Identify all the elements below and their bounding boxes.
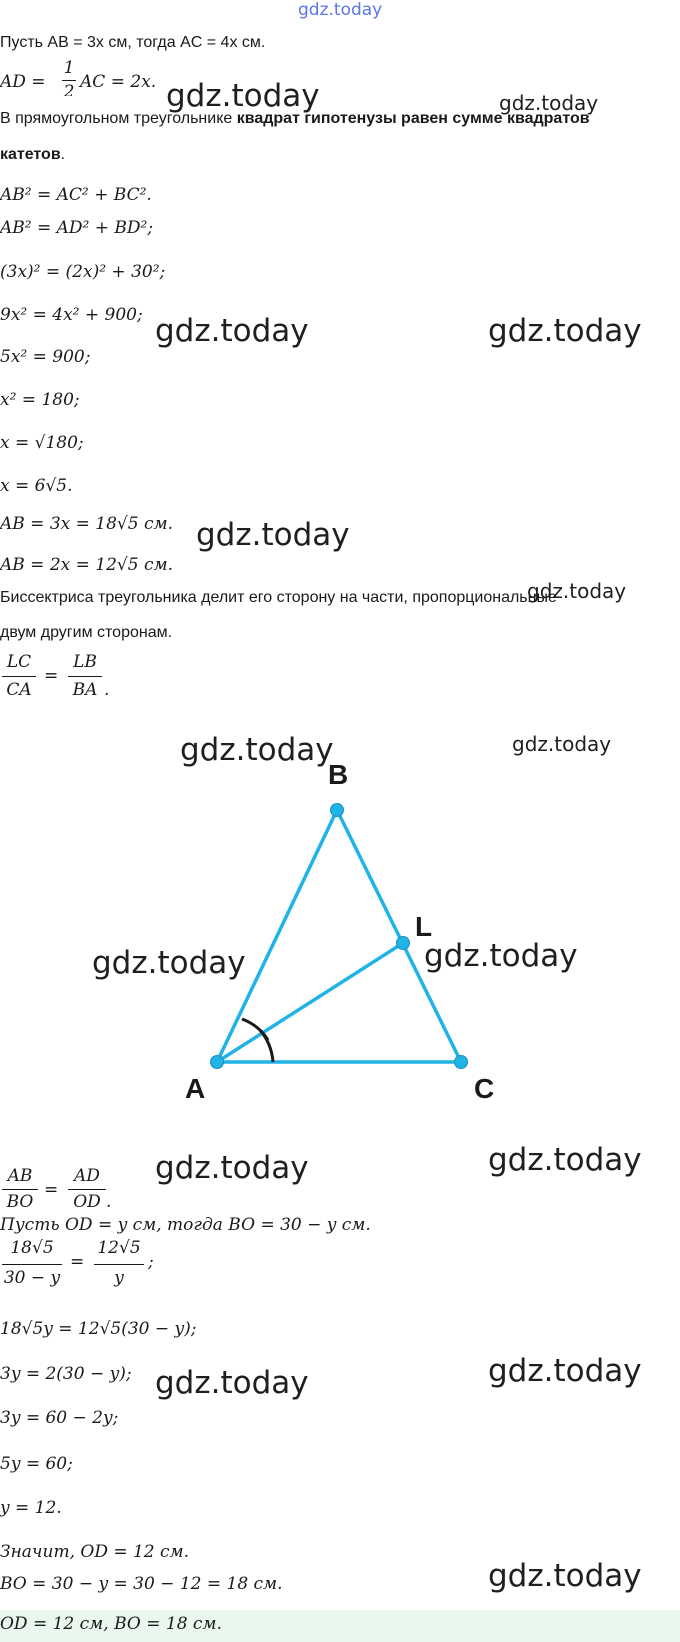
watermark-5: gdz.today: [196, 517, 350, 553]
watermark-14: gdz.today: [488, 1353, 642, 1389]
watermark-7: gdz.today: [180, 732, 334, 768]
eq3-bar-2: [94, 1264, 144, 1265]
line-1: [0, 34, 265, 52]
eq2-bar-1: [2, 1189, 38, 1190]
watermark-1: gdz.today: [166, 78, 320, 114]
line-18: 18√5y = 12√5(30 − y);: [0, 1319, 197, 1339]
line-20: 3y = 60 − 2y;: [0, 1408, 119, 1428]
line-4-bold: катетов: [0, 146, 61, 163]
line-13: AB = 3x = 18√5 см.: [0, 514, 173, 534]
label-b: B: [328, 759, 349, 790]
eq3-bar-1: [2, 1264, 62, 1265]
line-6: AB² = AD² + BD²;: [0, 218, 154, 238]
equation-ad-den: 2: [63, 82, 75, 96]
line-15: Биссектриса треугольника делит его сторону на части, пропорциональные: [0, 589, 557, 606]
equation-ad-left: AD =: [0, 72, 46, 92]
eq1-bar-1: [2, 676, 36, 677]
watermark-4: gdz.today: [488, 313, 642, 349]
watermark-15: gdz.today: [488, 1558, 642, 1594]
line-24: BO = 30 − y = 30 − 12 = 18 см.: [0, 1574, 283, 1594]
eq1-end: .: [104, 680, 110, 700]
line-1-text: Пусть AB = 3x см, тогда AC = 4x см.: [0, 34, 266, 51]
eq2-num-1: AB: [7, 1166, 33, 1186]
line-7: (3x)² = (2x)² + 30²;: [0, 262, 166, 282]
equation-ratio: [0, 1162, 140, 1212]
watermark-3: gdz.today: [155, 313, 309, 349]
label-l: L: [415, 911, 433, 942]
point-l: [397, 937, 410, 950]
eq3-num-1: 18√5: [10, 1238, 54, 1258]
line-10: x² = 180;: [0, 390, 80, 410]
eq3-den-1: 30 − y: [3, 1268, 61, 1288]
eq1-den-1: CA: [6, 680, 32, 700]
line-11: x = √180;: [0, 433, 84, 453]
equation-proportion: [0, 1238, 180, 1294]
watermark-12: gdz.today: [488, 1142, 642, 1178]
point-c: [455, 1056, 468, 1069]
eq2-equals: =: [44, 1180, 59, 1200]
line-21: 5y = 60;: [0, 1454, 73, 1474]
eq1-equals: =: [44, 666, 59, 686]
watermark-top: gdz.today: [298, 0, 383, 20]
eq3-num-2: 12√5: [97, 1238, 141, 1258]
line-3-plain: В прямоугольном треугольнике: [0, 110, 237, 127]
line-22: y = 12.: [0, 1498, 62, 1518]
eq2-den-1: BO: [6, 1192, 34, 1212]
line-3-bold: квадрат гипотенузы равен сумме квадратов: [236, 110, 590, 127]
eq3-den-2: y: [114, 1268, 124, 1288]
eq2-bar-2: [68, 1189, 106, 1190]
line-8: 9x² = 4x² + 900;: [0, 305, 143, 325]
line-12: x = 6√5.: [0, 476, 73, 496]
watermark-2: gdz.today: [499, 91, 599, 115]
line-5: AB² = AC² + BC².: [0, 185, 152, 205]
label-a: A: [185, 1073, 206, 1100]
watermark-11: gdz.today: [155, 1150, 309, 1186]
equation-ad-right: AC = 2x.: [80, 72, 157, 92]
point-a: [211, 1056, 224, 1069]
angle-arc-2: [260, 1030, 273, 1062]
watermark-9: gdz.today: [92, 945, 246, 981]
line-14: AB = 2x = 12√5 см.: [0, 555, 173, 575]
eq2-end: .: [106, 1192, 112, 1212]
line-9: 5x² = 900;: [0, 347, 91, 367]
line-17-text: Пусть OD = y см, тогда BO = 30 − y см.: [0, 1215, 371, 1235]
eq2-num-2: AD: [74, 1166, 100, 1186]
equation-ad-bar: [62, 80, 76, 81]
eq1-den-2: BA: [72, 680, 98, 700]
eq1-bar-2: [68, 676, 102, 677]
equation-ad-num: 1: [63, 58, 75, 78]
triangle-figure: [0, 740, 680, 1100]
eq1-num-1: LC: [6, 652, 32, 672]
watermark-13: gdz.today: [155, 1365, 309, 1401]
eq2-den-2: OD: [73, 1192, 101, 1212]
watermark-8: gdz.today: [512, 732, 612, 756]
line-23: Значит, OD = 12 см.: [0, 1542, 190, 1562]
equation-bisector: [0, 652, 140, 702]
label-c: C: [474, 1073, 495, 1100]
point-b: [331, 804, 344, 817]
side-bc: [337, 810, 461, 1062]
line-4: [0, 146, 65, 164]
eq3-end: ;: [148, 1252, 154, 1272]
watermark-10: gdz.today: [424, 938, 578, 974]
line-19: 3y = 2(30 − y);: [0, 1364, 132, 1384]
eq3-equals: =: [70, 1252, 85, 1272]
line-4-end: .: [60, 146, 66, 163]
watermark-6: gdz.today: [527, 579, 627, 603]
answer-line: OD = 12 см, BO = 18 см.: [0, 1614, 222, 1634]
line-17: [0, 1215, 371, 1235]
line-16: двум другим сторонам.: [0, 624, 173, 641]
eq1-num-2: LB: [73, 652, 97, 672]
